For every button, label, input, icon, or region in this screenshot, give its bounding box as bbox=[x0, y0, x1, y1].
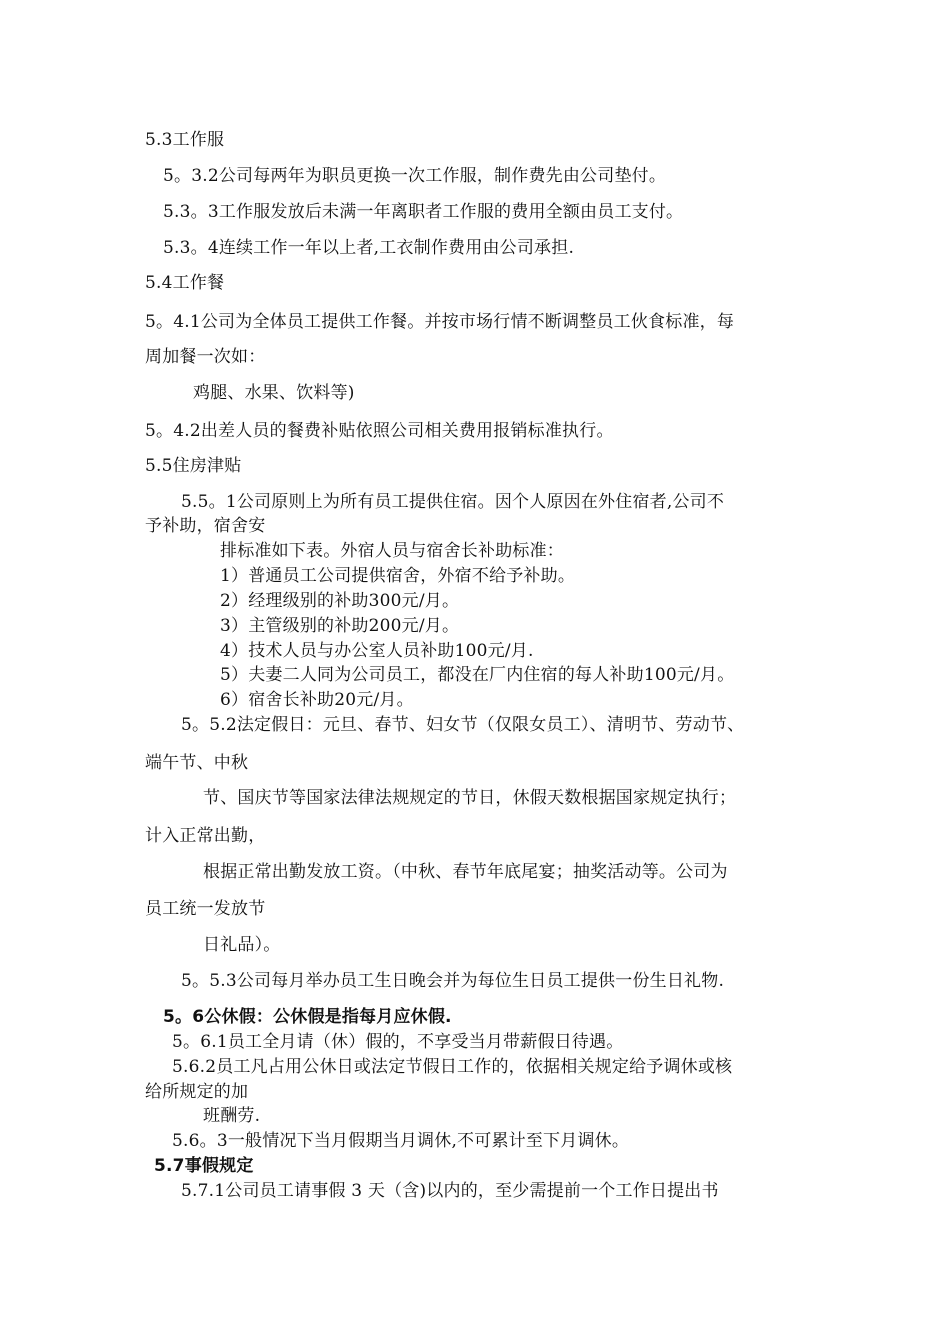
paragraph-5-5-1: 5.5。1公司原则上为所有员工提供住宿。因个人原因在外住宿者,公司不 bbox=[181, 492, 725, 512]
paragraph-5-4-1-cont: 周加餐一次如： bbox=[145, 347, 266, 367]
paragraph-5-5-2-cont5: 员工统一发放节 bbox=[145, 899, 266, 919]
list-item-5: 5）夫妻二人同为公司员工，都没在厂内住宿的每人补助100元/月。 bbox=[220, 665, 735, 685]
heading-5-7: 5.7事假规定 bbox=[154, 1156, 254, 1176]
paragraph-5-6-2: 5.6.2员工凡占用公休日或法定节假日工作的，依据相关规定给予调休或核 bbox=[172, 1057, 733, 1077]
list-item-1: 1）普通员工公司提供宿舍，外宿不给予补助。 bbox=[220, 566, 576, 586]
paragraph-5-5-1-cont2: 排标准如下表。外宿人员与宿舍长补助标准： bbox=[220, 541, 564, 561]
paragraph-5-5-2-cont2: 节、国庆节等国家法律法规规定的节日，休假天数根据国家规定执行； bbox=[203, 788, 737, 808]
paragraph-5-5-2-cont3: 计入正常出勤， bbox=[145, 826, 266, 846]
paragraph-5-7-1: 5.7.1公司员工请事假 3 天（含)以内的，至少需提前一个工作日提出书 bbox=[181, 1181, 719, 1201]
heading-5-4: 5.4工作餐 bbox=[145, 273, 225, 293]
paragraph-5-4-1: 5。4.1公司为全体员工提供工作餐。并按市场行情不断调整员工伙食标准，每 bbox=[145, 312, 735, 332]
paragraph-5-5-2-cont4: 根据正常出勤发放工资。（中秋、春节年底尾宴；抽奖活动等。公司为 bbox=[203, 862, 728, 882]
paragraph-5-3-3: 5.3。3工作服发放后未满一年离职者工作服的费用全额由员工支付。 bbox=[163, 202, 684, 222]
paragraph-5-5-3: 5。5.3公司每月举办员工生日晚会并为每位生日员工提供一份生日礼物. bbox=[181, 971, 725, 991]
list-item-4: 4）技术人员与办公室人员补助100元/月. bbox=[220, 641, 534, 661]
paragraph-5-3-4: 5.3。4连续工作一年以上者,工衣制作费用由公司承担. bbox=[163, 238, 575, 258]
paragraph-5-3-2: 5。3.2公司每两年为职员更换一次工作服，制作费先由公司垫付。 bbox=[163, 166, 667, 186]
heading-5-6: 5。6公休假：公休假是指每月应休假. bbox=[163, 1007, 452, 1027]
paragraph-5-5-1-cont: 予补助，宿舍安 bbox=[145, 516, 266, 536]
paragraph-5-5-2: 5。5.2法定假日：元旦、春节、妇女节（仅限女员工）、清明节、劳动节、 bbox=[181, 715, 745, 735]
list-item-2: 2）经理级别的补助300元/月。 bbox=[220, 591, 460, 611]
paragraph-5-5-2-cont6: 日礼品）。 bbox=[203, 935, 281, 955]
paragraph-5-6-1: 5。6.1员工全月请（休）假的，不享受当月带薪假日待遇。 bbox=[172, 1032, 624, 1052]
paragraph-5-6-2-cont: 给所规定的加 bbox=[145, 1082, 249, 1102]
list-item-6: 6）宿舍长补助20元/月。 bbox=[220, 690, 414, 710]
heading-5-3: 5.3工作服 bbox=[145, 130, 225, 150]
paragraph-5-6-2-cont2: 班酬劳. bbox=[203, 1106, 261, 1126]
paragraph-5-6-3: 5.6。3一般情况下当月假期当月调休,不可累计至下月调休。 bbox=[172, 1131, 630, 1151]
heading-5-5: 5.5住房津贴 bbox=[145, 456, 242, 476]
paragraph-5-4-2: 5。4.2出差人员的餐费补贴依照公司相关费用报销标准执行。 bbox=[145, 421, 614, 441]
list-item-3: 3）主管级别的补助200元/月。 bbox=[220, 616, 460, 636]
paragraph-5-4-1-items: 鸡腿、水果、饮料等) bbox=[193, 383, 355, 403]
paragraph-5-5-2-cont: 端午节、中秋 bbox=[145, 753, 249, 773]
